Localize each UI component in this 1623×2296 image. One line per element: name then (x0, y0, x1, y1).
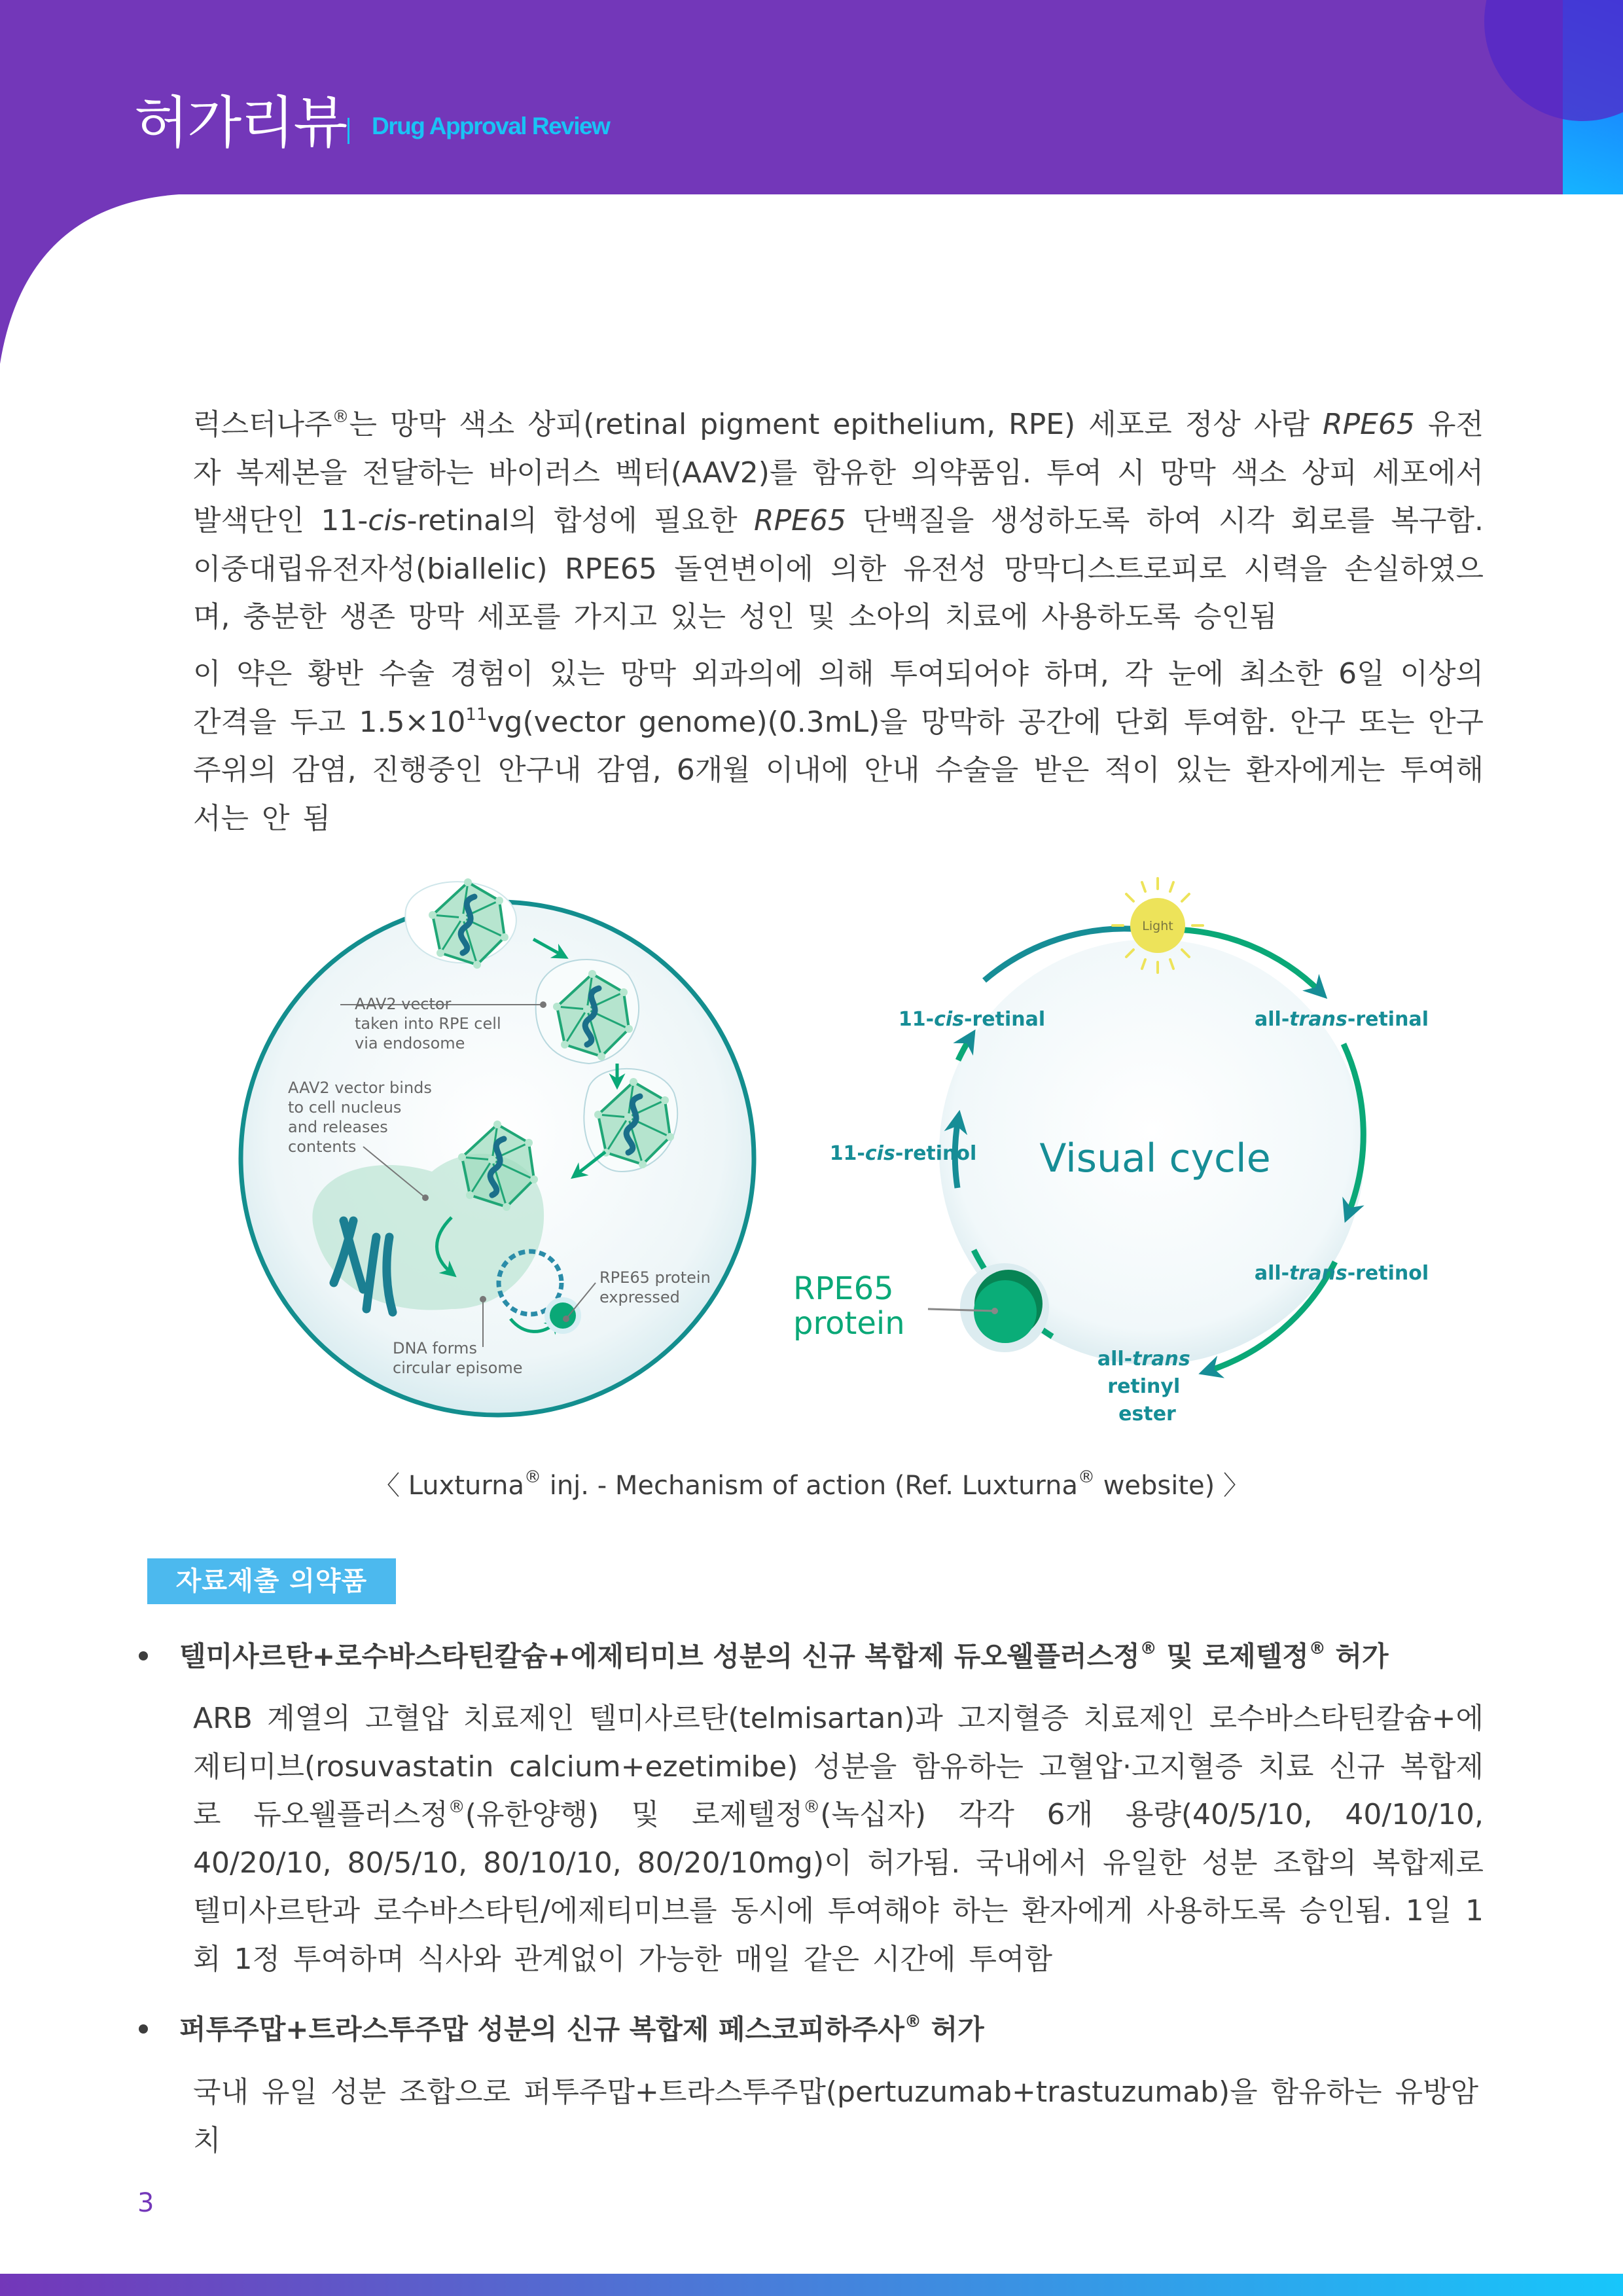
bullet-heading-phesgo: 퍼투주맙+트라스투주맙 성분의 신규 복합제 페스코피하주사® 허가 (139, 2008, 984, 2047)
text-run: 럭스터나주 (193, 408, 332, 441)
visual-cycle-title: Visual cycle (1039, 1136, 1271, 1181)
figure-caption: 〈 Luxturna® inj. - Mechanism of action (Ref. Luxturna® website) 〉 (374, 1467, 1249, 1501)
text-run: (유한양행) 및 로제텔정 (465, 1798, 804, 1831)
superscript: ® (803, 1797, 821, 1817)
text-run: 는 망막 색소 상피(retinal pigment epithelium, RPE) 세포로 정상 사람 (349, 408, 1323, 441)
intro-paragraph-2 (193, 650, 1484, 842)
text-run: vg(vector genome)(0.3mL)을 망막하 공간에 단회 투여함. 안구 또는 안구 주위의 감염, 진행중인 안구내 감염, 6개월 이내에 안내 수술을 받은 적이 있는 환자에게는 투여해서는 안 됨 (193, 705, 1484, 835)
node-all-trans-retinyl-ester: all-trans retinyl ester (1097, 1348, 1190, 1426)
label-endosome: AAV2 vector taken into RPE cell via endosome (355, 995, 501, 1052)
italic-term: cis (368, 504, 407, 537)
label-binds-nucleus: AAV2 vector binds to cell nucleus and releases contents (288, 1079, 432, 1156)
node-11-cis-retinal: 11-cis-retinal (898, 1008, 1046, 1031)
header-title-english: Drug Approval Review (372, 113, 610, 139)
text-run: -retinal의 합성에 필요한 (406, 504, 755, 537)
rpe65-protein-dot (550, 1302, 576, 1329)
header-separator (348, 118, 349, 144)
mechanism-figure (236, 864, 1440, 1440)
bullet-heading-duowell: 텔미사르탄+로수바스타틴칼슘+에제티미브 성분의 신규 복합제 듀오웰플러스정® 및 로제텔정® 허가 (139, 1635, 1389, 1674)
intro-paragraph-1 (193, 401, 1484, 641)
superscript: 11 (465, 704, 488, 725)
aav2-cell-diagram (241, 878, 754, 1415)
visual-cycle-diagram (793, 878, 1429, 1426)
node-all-trans-retinol: all-trans-retinol (1254, 1262, 1429, 1285)
bullet-dot-icon (139, 1651, 148, 1660)
text-run: 유전자 복제본을 전달하는 바이러스 벡터(AAV2)를 함유한 의약품임. 투여 시 망막 색소 상피 세포에서 발색단인 11- (193, 408, 1484, 537)
superscript: ® (448, 1797, 465, 1817)
rpe65-protein-circle (974, 1280, 1037, 1343)
footer-gradient-bar (0, 2274, 1623, 2296)
node-11-cis-retinol: 11-cis-retinol (829, 1142, 977, 1165)
superscript: ® (332, 407, 349, 427)
bullet-dot-icon (139, 2024, 148, 2034)
text-run: ARB 계열의 고혈압 치료제인 텔미사르탄(telmisartan)과 고지혈증 치료제인 로수바스타틴칼슘+에제티미브(rosuvastatin calcium+ezetimibe) 성분을 함유하는 고혈압·고지혈증 치료 신규 복합제로 듀오웰플러스정 (193, 1702, 1484, 1831)
light-label: Light (1142, 919, 1173, 933)
text-run: 국내 유일 성분 조합으로 퍼투주맙+트라스투주맙(pertuzumab+trastuzumab)을 함유하는 유방암 치 (193, 2075, 1479, 2157)
italic-term: RPE65 (1323, 408, 1415, 441)
node-all-trans-retinal: all-trans-retinal (1255, 1008, 1429, 1031)
text-run: (녹십자) 각각 6개 용량(40/5/10, 40/10/10, 40/20/10, 80/5/10, 80/10/10, 80/20/10mg)이 허가됨. 국내에서 유일한 성분 조합의 복합제로 텔미사르탄과 로수바스타틴/에제티미브를 동시에 투여해야 하는 환자에게 사용하도록 승인됨. 1일 1회 1정 투여하며 식사와 관계없이 가능한 매일 같은 시간에 투여함 (193, 1798, 1484, 1976)
section-tag-submitted-drugs: 자료제출 의약품 (147, 1558, 396, 1604)
header-corner-curve (0, 194, 190, 364)
rpe65-protein-label: RPE65 protein (793, 1270, 905, 1342)
header-title-korean: 허가리뷰 (134, 90, 347, 156)
italic-term: RPE65 (754, 504, 846, 537)
bullet-body-duowell (193, 1695, 1484, 1983)
label-protein-expressed: RPE65 protein expressed (599, 1268, 711, 1306)
text-run: 단백질을 생성하도록 하여 시각 회로를 복구함. 이중대립유전자성(biallelic) RPE65 돌연변이에 의한 유전성 망막디스트로피로 시력을 손실하였으며, 충분한 생존 망막 세포를 가지고 있는 성인 및 소아의 치료에 사용하도록 승인됨 (193, 504, 1484, 634)
text-run: 이 약은 황반 수술 경험이 있는 망막 외과의에 의해 투여되어야 하며, 각 눈에 최소한 6일 이상의 간격을 두고 1.5×10 (193, 657, 1484, 739)
page-number: 3 (137, 2188, 154, 2218)
bullet-body-phesgo (193, 2068, 1484, 2164)
label-episome: DNA forms circular episome (393, 1339, 523, 1377)
